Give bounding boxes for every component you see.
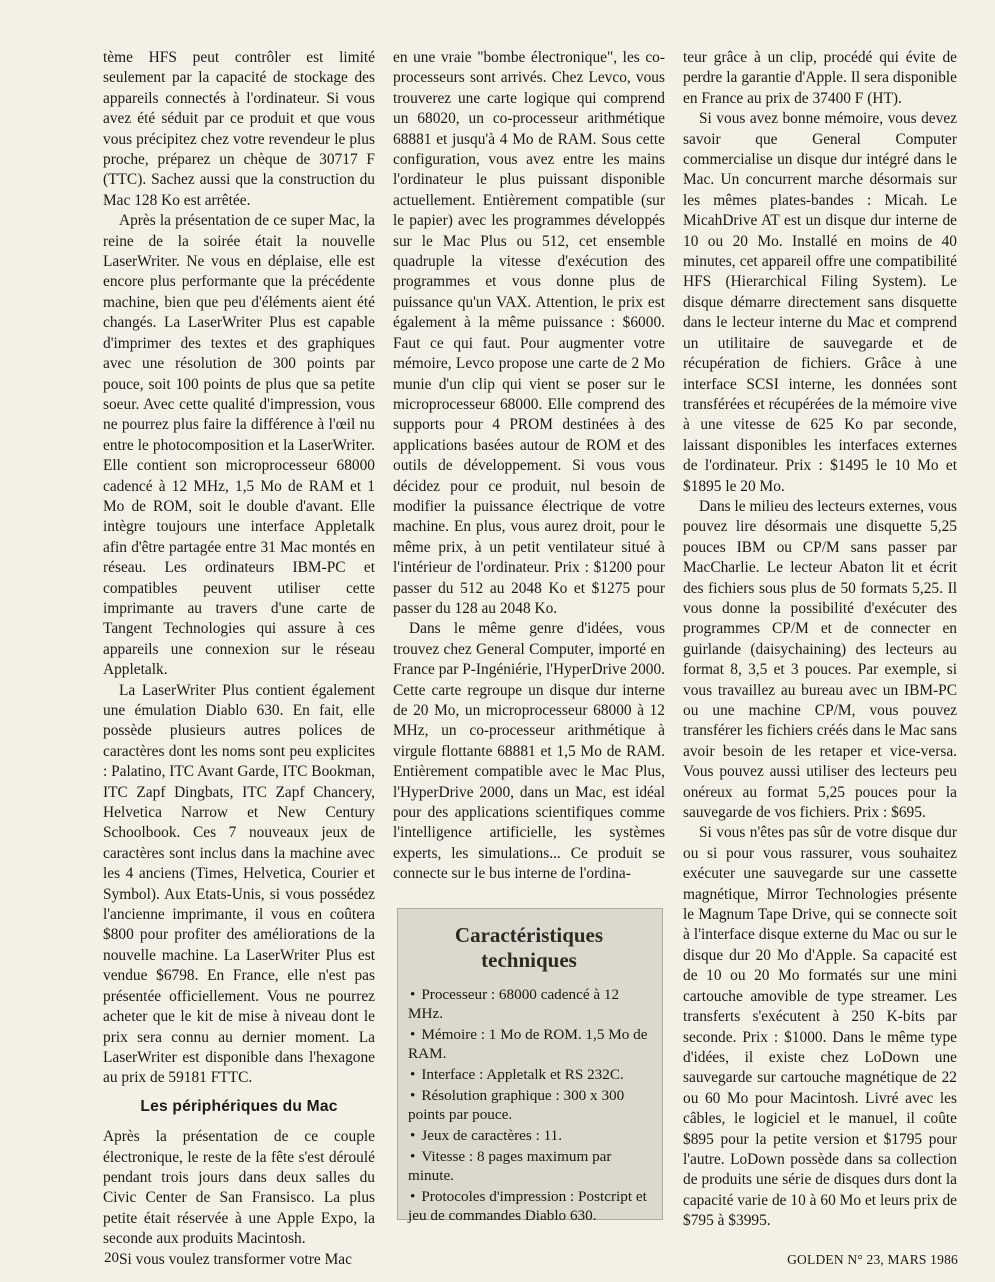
spec-item: • Jeux de caractères : 11. [408,1126,650,1145]
paragraph: Si vous voulez transformer votre Mac [119,1250,352,1268]
paragraph: teur grâce à un clip, procédé qui évite de perdre la garantie d'Apple. Il sera disponible en France au prix de 37400 F (HT). [683,49,957,107]
specs-title: Caractéristiques techniques [454,923,604,972]
section-heading: Les périphériques du Mac [140,1097,338,1115]
spec-item: • Résolution graphique : 300 x 300 points par pouce. [408,1086,650,1124]
paragraph: Si vous n'êtes pas sûr de votre disque dur ou si pour vous rassurer, vous souhaitez exécuter une sauvegarde sur une cassette magnétique, Mirror Technologies présente le Magnum Tape Drive, qui se connecte soit à l'interface disque externe du Mac ou sur le disque dur 20 Mo d'Apple. Sa capacité est de 10 ou 20 Mo formatés sur une mini cartouche amovible de type streamer. Les transferts s'exécutent à 250 K-bits par seconde. Prix : $1000. Dans le même type d'idées, il existe chez LoDown une sauvegarde sur cartouche magnétique de 22 ou 60 Mo pour Macintosh. Livré avec les câbles, le logiciel et le manuel, il coûte $895 pour la petite version et $1795 pour l'autre. LoDown possède dans sa collection de produits une série de disques durs dont la capacité varie de 10 à 60 Mo et leurs prix de $795 à $3995. [683,824,957,1230]
article-column-2 [393,48,665,885]
paragraph: Dans le même genre d'idées, vous trouvez chez General Computer, importé en France par P-Ingéniérie, l'HyperDrive 2000. Cette carte regroupe un disque dur interne de 20 Mo, un microprocesseur 68000 à 12 MHz, un co-processeur arithmétique à virgule flottante 68881 et 1,5 Mo de RAM. Entièrement compatible avec le Mac Plus, l'HyperDrive 2000, dans un Mac, est idéal pour des applications scientifiques comme l'intelligence artificielle, les systèmes experts, les simulations... Ce produit se connecte sur le bus interne de l'ordina- [393,620,666,883]
paragraph: Si vous avez bonne mémoire, vous devez savoir que General Computer commercialise un disque dur intégré dans le Mac. Un concurrent marche désormais sur les mêmes plates-bandes : Micah. Le MicahDrive AT est un disque dur interne de 10 ou 20 Mo. Installé en moins de 40 minutes, cet appareil offre une compatibilité HFS (Hierarchical Filing System). Le disque démarre directement sans disquette dans le lecteur interne du Mac et comprend un utilitaire de sauvegarde et de récupération de fichiers. Grâce à une interface SCSI interne, les données sont transférées et récupérées de la mémoire vive à une vitesse de 625 Ko par seconde, laissant disponibles les interfaces externes de l'ordinateur. Prix : $1495 le 10 Mo et $1895 le 20 Mo. [683,110,957,495]
article-column-1 [103,48,375,1270]
paragraph: Dans le milieu des lecteurs externes, vous pouvez lire désormais une disquette 5,25 pouces IBM ou CP/M sans passer par MacCharlie. Le lecteur Abaton lit et écrit des fichiers sous plus de 50 formats 5,25. Il vous donne la possibilité d'exécuter des programmes CP/M et de connecter en guirlande (daisychaining) des lecteurs au format 8, 3,5 et 3 pouces. Par exemple, si vous travaillez au bureau avec un IBM-PC ou une machine CP/M, vous pouvez transférer les fichiers créés dans le Mac sans avoir besoin de les retaper et vice-versa. Vous pouvez aussi utiliser des lecteurs peu onéreux au format 5,25 pouces pour la sauvegarde de vos fichiers. Prix : $695. [683,497,957,822]
spec-item: • Interface : Appletalk et RS 232C. [408,1065,650,1084]
spec-item: • Protocoles d'impression : Postcript et jeu de commandes Diablo 630. [408,1187,650,1225]
page-number: 20 [104,1250,119,1266]
paragraph: Après la présentation de ce super Mac, la reine de la soirée était la nouvelle LaserWriter. Ne vous en déplaise, elle est encore plus performante que la précédente machine, bien que peu d'éléments aient été changés. La LaserWriter Plus est capable d'imprimer des textes et des graphiques avec une résolution de 300 points par pouce, soit 100 points de plus que sa petite soeur. Avec cette qualité d'impression, vous ne pourrez plus faire la différence à l'œil nu entre le photocomposition et la LaserWriter. Elle contient son microprocesseur 68000 cadencé à 12 MHz, 1,5 Mo de RAM et 1 Mo de ROM, soit le double d'avant. Elle intègre toujours une interface Appletalk afin d'être partagée entre 31 Mac montés en réseau. Les ordinateurs IBM-PC et compatibles peuvent utiliser cette imprimante au travers d'une carte de Tangent Technologies qui assure à ces appareils une connexion sur le réseau Appletalk. [103,212,375,679]
spec-item: • Vitesse : 8 pages maximum par minute. [408,1147,650,1185]
paragraph: La LaserWriter Plus contient également une émulation Diablo 630. En fait, elle possède plusieurs autres polices de caractères dont les noms sont peu explicites : Palatino, ITC Avant Garde, ITC Bookman, ITC Zapf Dingbats, ITC Zapf Chancery, Helvetica Narrow et New Century Schoolbook. Ces 7 nouveaux jeux de caractères sont inclus dans la machine avec les 4 anciens (Times, Helvetica, Courier et Symbol). Aux Etats-Unis, si vous possédez l'ancienne imprimante, il vous en coûtera $800 pour profiter des améliorations de la nouvelle machine. La LaserWriter Plus est vendue $6798. En France, elle n'est pas présentée officiellement. Vous ne pourrez acheter que le kit de mise à niveau dont le prix sera connu au dernier moment. La LaserWriter est disponible dans l'hexagone au prix de 59181 FTTC. [103,681,375,1087]
spec-item: • Mémoire : 1 Mo de ROM. 1,5 Mo de RAM. [408,1025,650,1063]
publication-footer: GOLDEN N° 23, MARS 1986 [787,1252,958,1267]
paragraph: tème HFS peut contrôler est limité seulement par la capacité de stockage des appareils connectés à l'ordinateur. Si vous avez été séduit par ce produit et que vous vous précipitez chez votre revendeur le plus proche, préparez un chèque de 30717 F (TTC). Sachez aussi que la construction du Mac 128 Ko est arrêtée. [103,49,375,209]
article-column-3 [683,48,957,1232]
specs-list [408,985,650,1225]
paragraph: Après la présentation de ce couple électronique, le reste de la fête s'est déroulé pendant trois jours dans deux salles du Civic Center de San Fransisco. La plus petite était réservée à une Apple Expo, la seconde aux produits Macintosh. [103,1128,375,1248]
specs-sidebar-box [397,908,663,1224]
spec-item: • Processeur : 68000 cadencé à 12 MHz. [408,985,650,1023]
paragraph: en une vraie "bombe électronique", les co-processeurs sont arrivés. Chez Levco, vous trouverez une carte logique qui comprend un 68020, un co-processeur arithmétique 68881 et jusqu'à 4 Mo de RAM. Sous cette configuration, vous avez entre les mains l'ordinateur le plus puissant disponible actuellement. Entièrement compatible (sur le papier) avec les programmes développés sur le Mac Plus ou 512, cet ensemble quadruple la vitesse d'exécution des programmes et vous donne plus de puissance qu'un VAX. Attention, le prix est également à la même puissance : $6000. Faut ce qui faut. Pour augmenter votre mémoire, Levco propose une carte de 2 Mo munie d'un clip qui vient se poser sur le microprocesseur 68000. Elle comprend des supports pour 4 PROM destinées à des applications basées autour de ROM et des outils de développement. Si vous vous décidez pour ce produit, nul besoin de modifier la puissance électrique de votre machine. En plus, vous aurez droit, pour le même prix, à un petit ventilateur situé à l'intérieur de l'ordinateur. Prix : $1200 pour passer du 512 au 2048 Ko et $1275 pour passer du 128 au 2048 Ko. [393,49,665,617]
